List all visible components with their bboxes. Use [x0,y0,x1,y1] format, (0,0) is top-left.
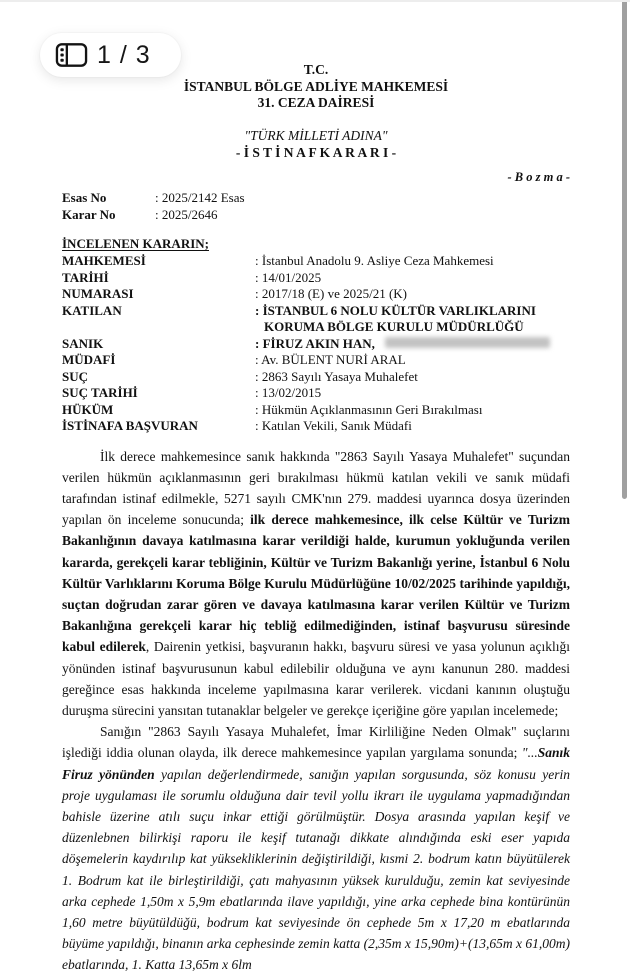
decision-field-value [255,418,570,435]
redacted-identity [385,337,550,348]
decision-field-label: MAHKEMESİ [62,253,146,268]
page-indicator-label: 1 / 3 [97,40,151,69]
case-number-label: Karar No [62,206,116,222]
decision-field-value-line: : İSTANBUL 6 NOLU KÜLTÜR VARLIKLARINI [255,302,536,318]
decision-field-row [62,286,570,303]
decision-field-value-line: : Hükmün Açıklanmasının Geri Bırakılması [255,401,483,417]
section-heading-reviewed-decision: İNCELENEN KARARIN; [62,236,209,251]
decision-field-row [62,385,570,402]
decision-field-value-line: : 13/02/2015 [255,385,322,400]
doc-header-chamber: 31. CEZA DAİRESİ [257,95,375,110]
paragraph-segment: ilk derece mahkemesince, ilk celse Kültür ve Turizm Bakanlığının davaya katılmasına karar verildiği halde, kurumun yokluğunda verilen kararda, gerekçeli karar tebliğinin, Kültür ve Turizm Bakanlığı yerine, İstanbul 6 Nolu Kültür Varlıklarını Koruma Bölge Kurulu Müdürlüğüne 10/02/2025 tarihinde yapıldığı, suçtan doğrudan zarar gören ve davaya katılmasına karar verilen Kültür ve Turizm Bakanlığına gerekçeli karar hiç tebliğ edilmediğinden, istinaf başvurusu süresinde kabul edilerek [62,512,570,655]
decision-field-value [255,286,570,303]
decision-field-row [62,336,570,353]
decision-field-value-line: : FİRUZ AKIN HAN, [255,336,570,353]
case-number-rows [62,190,570,223]
doc-header-tc: T.C. [303,62,329,77]
case-number-row [62,207,570,224]
decision-field-value [255,253,570,270]
paragraph-segment: Sanık Firuz yönünden [62,745,570,782]
decision-field-row [62,402,570,419]
decision-field-value [255,336,570,353]
decision-field-value-line: KORUMA BÖLGE KURULU MÜDÜRLÜĞÜ [264,319,524,334]
paragraph-segment: Sanığın "2863 Sayılı Yasaya Muhalefet, İmar Kirliliğine Neden Olmak" suçlarını işlediği iddia olunan olayda, ilk derece mahkemesince yapılan yargılama sonunda; [62,724,570,761]
doc-motto: "TÜRK MİLLETİ ADINA" [244,127,388,143]
decision-field-row [62,253,570,270]
decision-field-label: SUÇ [62,368,89,384]
decision-field-label: HÜKÜM [62,401,114,417]
decision-field-label: TARİHİ [62,269,109,285]
decision-field-label: İSTİNAFA BAŞVURAN [62,418,198,433]
decision-field-label: SUÇ TARİHİ [62,385,138,400]
decision-field-value-line: : 14/01/2025 [255,269,322,285]
paragraph-segment: yapılan değerlendirmede, sanığın yapılan sorgusunda, söz konusu yerin proje uygulaması ile sorumlu olduğuna dair tevil yollu ikrarı ile uygulama yapmadığından bahisle üzerine atılı suçu inkar ettiği görülmüştür. Dosya arasında yapılan keşif ve düzenlebnen bilirkişi raporu ile keşif tutanağı dikkate alındığında eski eser yapıda döşemelerin kaydırılıp kat yüksekliklerinin değiştirildiği, kısmi 2. bodrum katın büyütülerek 1. Bodrum kat ile birleştirildiği, çatı mahyasının yüksek kurulduğu, zemin kat seviyesinde arka cephede 1,50m x 5,9m ebatlarında ilave yapıldığı, yine arka cephede bina kontürünün 1,60 metre büyütüldüğü, bodrum kat seviyesinde ön cephede 5m x 17,20 m ebatlarında büyüme yapıldığı, binanın arka cephesinde zemin katta (2,35m x 15,90m)+(13,65m x 61,00m) ebatlarında, 1. Katta 13,65m x 6lm [62,766,570,973]
doc-header-court: İSTANBUL BÖLGE ADLİYE MAHKEMESİ [183,78,449,94]
page-indicator-badge[interactable] [40,33,181,77]
decision-field-value-line: : Katılan Vekili, Sanık Müdafi [255,418,412,433]
decision-field-value-line: : 2017/18 (E) ve 2025/21 (K) [255,286,408,301]
decision-field-value [255,385,570,402]
decision-field-value [255,369,570,386]
decision-field-value-line: : Av. BÜLENT NURİ ARAL [255,352,406,367]
decision-field-row [62,418,570,435]
reviewed-decision-rows [62,253,570,435]
case-number-value: : 2025/2142 Esas [155,190,245,205]
doc-decision-title: - İ S T İ N A F K A R A R I - [235,145,397,160]
case-number-value: : 2025/2646 [155,206,218,222]
decision-field-value [255,303,570,336]
decision-field-value-line: : İstanbul Anadolu 9. Asliye Ceza Mahkemesi [255,253,494,268]
decision-field-value [255,270,570,287]
decision-field-value [255,352,570,369]
decision-field-row [62,369,570,386]
paragraph-segment: "... [521,745,538,761]
body-paragraph [62,446,570,722]
paragraph-segment: , Dairenin yetkisi, başvuranın hakkı, başvuru süresi ve yasa yolunun açıklığı yönünden istinaf başvurusunun kabul edilebilir olduğuna ve aynı kanunun 280. maddesi gereğince esas hakkında inceleme yapılmasına karar verilerek. vicdani kanının oluştuğu duruşma sürecini yansıtan tutanaklar belgeler ve gerekçe içeriğine göre yapılan incelemede; [62,639,570,718]
decision-field-value-line: : 2863 Sayılı Yasaya Muhalefet [255,368,418,384]
decision-field-label: SANIK [62,335,104,351]
case-number-row [62,190,570,207]
pages-icon [55,42,88,68]
decision-field-row [62,303,570,336]
body-paragraph [62,721,570,975]
doc-bozma-note: - B o z m a - [507,170,570,184]
decision-field-row [62,270,570,287]
case-number-label: Esas No [62,190,107,205]
paragraph-segment: İlk derece mahkemesince sanık hakkında "2863 Sayılı Yasaya Muhalefet" suçundan verilen hükmün açıklanmasının geri bırakılması hükmü katılan vekili ve sanık müdafi tarafından istinaf edilmekle, 5271 sayılı CMK'nın 279. maddesi uyarınca dosya üzerinden yapılan ön inceleme sonucunda; [62,448,570,528]
document-page [0,2,630,973]
body-paragraphs [62,446,570,976]
scrollbar-thumb[interactable] [622,2,627,499]
decision-field-label: KATILAN [62,302,122,318]
decision-field-label: NUMARASI [62,286,134,301]
decision-field-label: MÜDAFİ [62,352,116,367]
decision-field-row [62,352,570,369]
decision-field-value [255,402,570,419]
